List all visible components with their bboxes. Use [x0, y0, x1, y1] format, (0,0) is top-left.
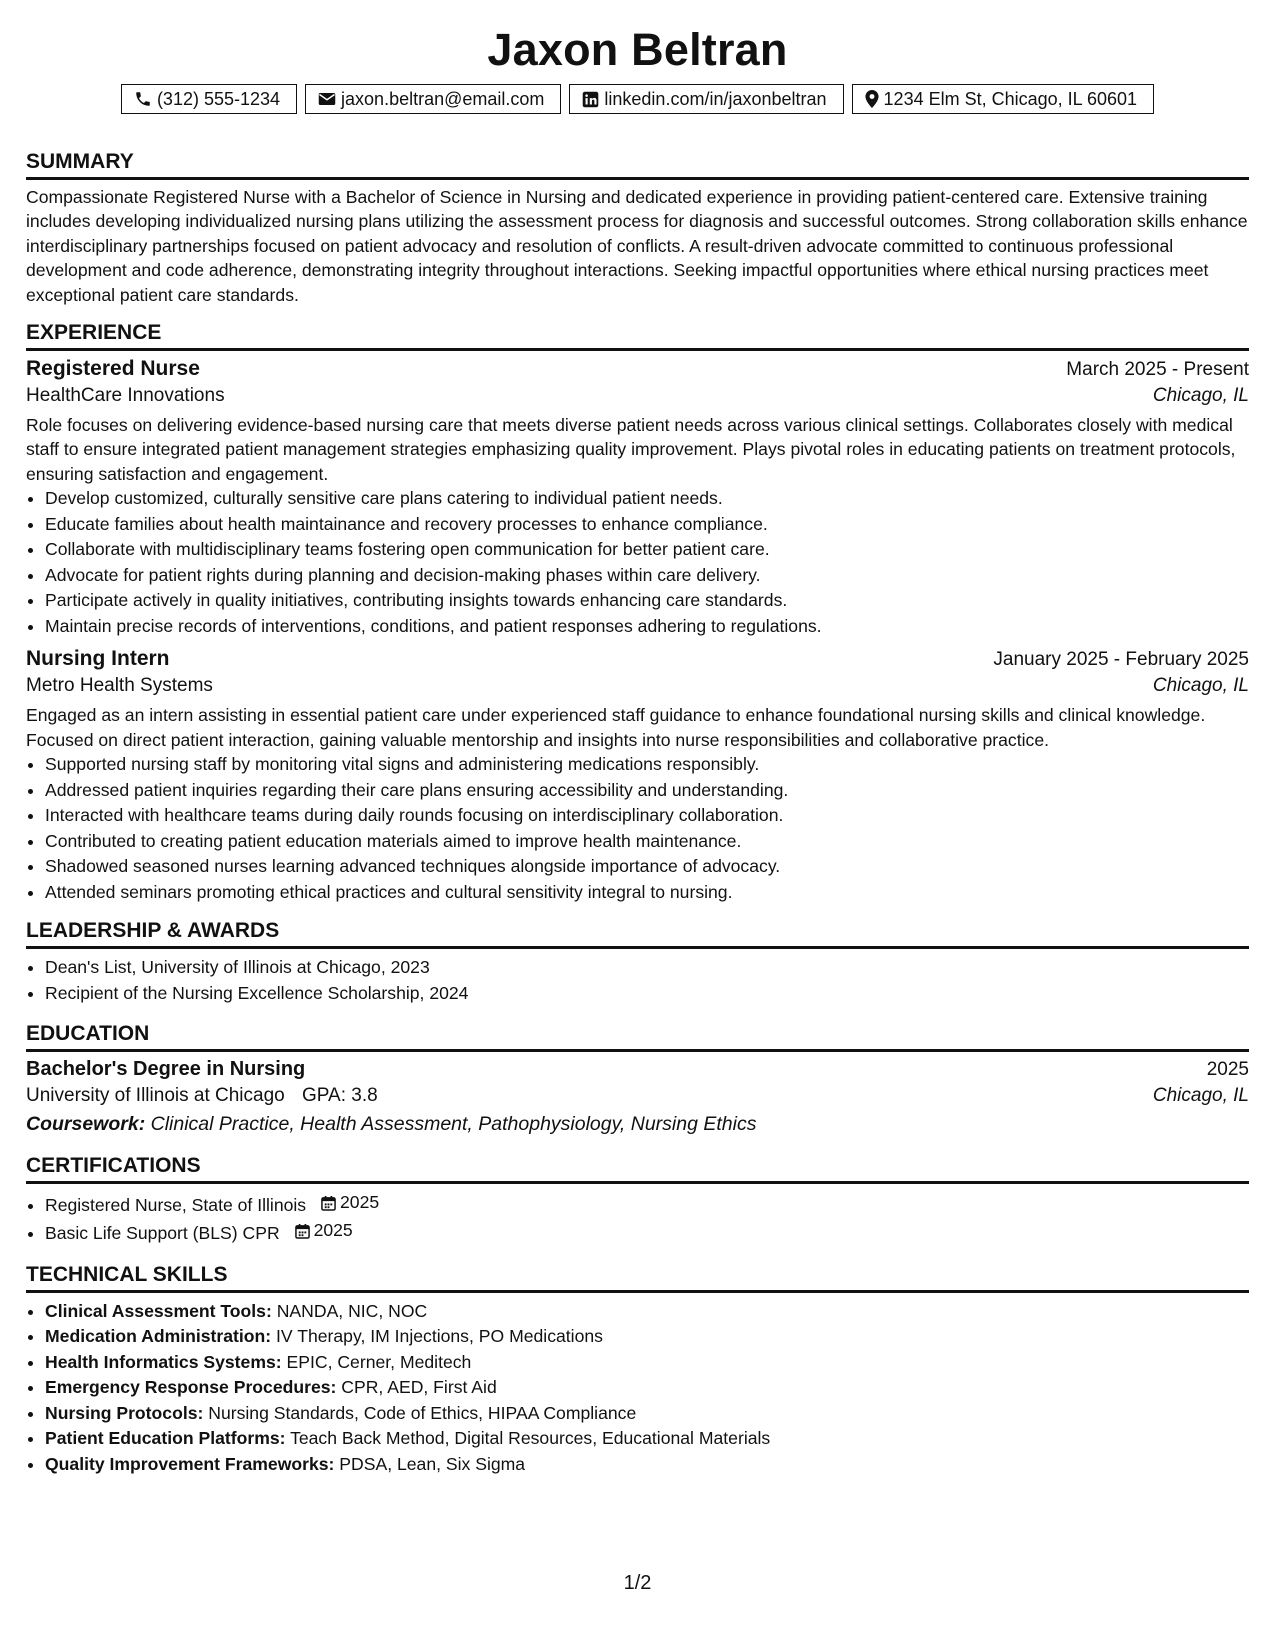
section-title: EXPERIENCE	[26, 321, 1249, 351]
list-item: • Dean's List, University of Illinois at Chicago, 2023	[45, 955, 1249, 981]
contact-linkedin[interactable]	[569, 84, 843, 114]
list-item: • Addressed patient inquiries regarding their care plans ensuring accessibility and understanding.	[45, 778, 1249, 804]
graduation-year: 2025	[1206, 1059, 1249, 1081]
list-item	[45, 1452, 1249, 1478]
list-item: • Interacted with healthcare teams during daily rounds focusing on interdisciplinary collaboration.	[45, 803, 1249, 829]
job-location: Chicago, IL	[1152, 675, 1249, 697]
job-bullets	[26, 752, 1249, 905]
section-title: EDUCATION	[26, 1022, 1249, 1052]
company-name: HealthCare Innovations	[26, 385, 225, 407]
list-item: • Contributed to creating patient education materials aimed to improve health maintenance.	[45, 829, 1249, 855]
contact-address[interactable]	[852, 84, 1155, 114]
skill-label: Clinical Assessment Tools:	[45, 1300, 272, 1321]
skill-label: Nursing Protocols:	[45, 1402, 204, 1423]
list-item: • Participate actively in quality initiatives, contributing insights towards enhancing care standards.	[45, 588, 1249, 614]
contact-bar	[26, 84, 1249, 114]
list-item: • Attended seminars promoting ethical practices and cultural sensitivity integral to nursing.	[45, 880, 1249, 906]
section-title: SUMMARY	[26, 150, 1249, 180]
certifications-section	[26, 1154, 1249, 1247]
certification-name: Registered Nurse, State of Illinois	[45, 1194, 307, 1215]
job-entry	[26, 647, 1249, 905]
calendar-icon	[321, 1195, 336, 1211]
list-item	[45, 1375, 1249, 1401]
list-item: • Develop customized, culturally sensitive care plans catering to individual patient needs.	[45, 486, 1249, 512]
list-item	[45, 1299, 1249, 1325]
degree-name: Bachelor's Degree in Nursing	[26, 1058, 306, 1081]
page-indicator: 1/2	[623, 1572, 652, 1594]
candidate-name: Jaxon Beltran	[487, 24, 788, 75]
section-title: CERTIFICATIONS	[26, 1154, 1249, 1184]
list-item	[45, 1426, 1249, 1452]
education-section	[26, 1022, 1249, 1136]
list-item: • Recipient of the Nursing Excellence Scholarship, 2024	[45, 981, 1249, 1007]
list-item	[45, 1350, 1249, 1376]
list-item	[45, 1190, 1249, 1218]
coursework-label: Coursework:	[26, 1113, 146, 1136]
job-description: Engaged as an intern assisting in essential patient care under experienced staff guidance to enhance foundational nursing skills and clinical knowledge. Focused on direct patient interaction, gaining valuable mentorship and insights into nurse responsibilities and collaborative practice.	[26, 705, 1206, 750]
map-pin-icon	[865, 90, 879, 108]
experience-section	[26, 321, 1249, 905]
linkedin-text: linkedin.com/in/jaxonbeltran	[604, 88, 827, 109]
job-dates: March 2025 - Present	[1066, 359, 1249, 381]
list-item: • Educate families about health maintainance and recovery processes to enhance compliance.	[45, 512, 1249, 538]
skill-label: Quality Improvement Frameworks:	[45, 1453, 335, 1474]
calendar-icon	[295, 1223, 310, 1239]
skill-value: IV Therapy, IM Injections, PO Medications	[276, 1326, 603, 1347]
list-item: • Collaborate with multidisciplinary teams fostering open communication for better patient care.	[45, 537, 1249, 563]
school-location: Chicago, IL	[1152, 1085, 1249, 1107]
linkedin-icon	[582, 91, 599, 108]
list-item: • Shadowed seasoned nurses learning advanced techniques alongside importance of advocacy.	[45, 854, 1249, 880]
skill-value: Teach Back Method, Digital Resources, Educational Materials	[290, 1428, 771, 1449]
job-title: Nursing Intern	[26, 647, 170, 671]
certifications-list	[26, 1190, 1249, 1247]
contact-phone[interactable]	[121, 84, 297, 114]
company-name: Metro Health Systems	[26, 675, 213, 697]
skills-section	[26, 1263, 1249, 1478]
job-title: Registered Nurse	[26, 357, 200, 381]
job-location: Chicago, IL	[1152, 385, 1249, 407]
job-entry	[26, 357, 1249, 639]
phone-text: (312) 555-1234	[156, 88, 281, 109]
email-text: jaxon.beltran@email.com	[341, 88, 545, 109]
certification-year: 2025	[313, 1220, 353, 1241]
skill-value: PDSA, Lean, Six Sigma	[339, 1453, 526, 1474]
phone-icon	[134, 90, 152, 108]
job-description: Role focuses on delivering evidence-based nursing care that meets diverse patient needs across various clinical settings. Collaborates closely with medical staff to ensure integrated patient management strategies emphasizing quality improvement. Plays pivotal roles in educating patients on treatment protocols, ensuring satisfaction and engagement.	[26, 415, 1236, 484]
certification-name: Basic Life Support (BLS) CPR	[45, 1223, 280, 1244]
job-dates: January 2025 - February 2025	[993, 649, 1249, 671]
coursework-list: Clinical Practice, Health Assessment, Pathophysiology, Nursing Ethics	[150, 1113, 757, 1136]
contact-email[interactable]	[305, 84, 561, 114]
summary-section	[26, 150, 1249, 307]
section-title: TECHNICAL SKILLS	[26, 1263, 1249, 1293]
skill-label: Patient Education Platforms:	[45, 1428, 286, 1449]
list-item	[45, 1218, 1249, 1246]
envelope-icon	[318, 91, 336, 107]
list-item	[45, 1401, 1249, 1427]
gpa: GPA: 3.8	[302, 1085, 378, 1107]
list-item: • Advocate for patient rights during planning and decision-making phases within care delivery.	[45, 563, 1249, 589]
summary-text: Compassionate Registered Nurse with a Bachelor of Science in Nursing and dedicated experience in providing patient-centered care. Extensive training includes developing individualized nursing plans utilizing the assessment process for diagnosis and successful outcomes. Strong collaboration skills enhance interdisciplinary partnerships focused on patient advocacy and resolution of conflicts. A result-driven advocate committed to continuous professional development and code adherence, demonstrating integrity throughout interactions. Seeking impactful opportunities where ethical nursing practices meet exceptional patient care standards.	[26, 187, 1248, 305]
skill-value: Nursing Standards, Code of Ethics, HIPAA Compliance	[208, 1402, 637, 1423]
skill-value: CPR, AED, First Aid	[341, 1377, 497, 1398]
leadership-section	[26, 919, 1249, 1006]
section-title: LEADERSHIP & AWARDS	[26, 919, 1249, 949]
skill-value: NANDA, NIC, NOC	[276, 1300, 428, 1321]
certification-year: 2025	[340, 1192, 380, 1213]
skill-label: Health Informatics Systems:	[45, 1351, 282, 1372]
school-name: University of Illinois at Chicago	[26, 1085, 285, 1107]
job-bullets	[26, 486, 1249, 639]
list-item: • Supported nursing staff by monitoring vital signs and administering medications responsibly.	[45, 752, 1249, 778]
skill-value: EPIC, Cerner, Meditech	[286, 1351, 472, 1372]
skill-label: Medication Administration:	[45, 1326, 272, 1347]
list-item: • Maintain precise records of interventions, conditions, and patient responses adhering to regulations.	[45, 614, 1249, 640]
skills-list	[26, 1299, 1249, 1478]
address-text: 1234 Elm St, Chicago, IL 60601	[883, 88, 1138, 109]
skill-label: Emergency Response Procedures:	[45, 1377, 337, 1398]
awards-list	[26, 955, 1249, 1006]
list-item	[45, 1324, 1249, 1350]
